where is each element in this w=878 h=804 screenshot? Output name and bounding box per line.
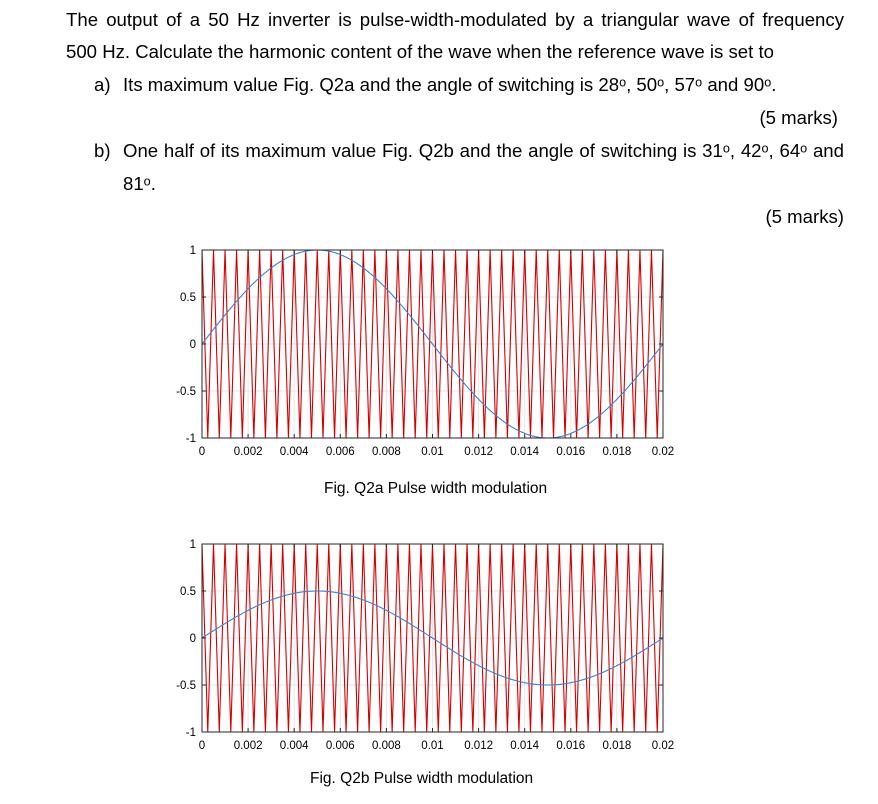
y-tick-label: 0.5 xyxy=(180,292,196,304)
x-tick-label: 0.012 xyxy=(464,446,493,458)
part-b-text-line-1: One half of its maximum value Fig. Q2b and the angle of switching is 31ᵒ, 42ᵒ, 64ᵒ and xyxy=(123,140,844,161)
question-line-1: The output of a 50 Hz inverter is pulse-width-modulated by a triangular wave of frequency xyxy=(66,9,844,30)
y-tick-label: -0.5 xyxy=(176,386,196,398)
y-tick-label: 0 xyxy=(189,339,196,351)
part-b-marks: (5 marks) xyxy=(765,206,844,227)
x-tick-label: 0.01 xyxy=(421,740,444,752)
y-tick-label: 0.5 xyxy=(180,586,196,598)
y-tick-label: 0 xyxy=(189,633,196,645)
x-tick-label: 0.018 xyxy=(602,446,632,458)
part-a-text: Its maximum value Fig. Q2a and the angle of switching is 28ᵒ, 50ᵒ, 57ᵒ and 90ᵒ. xyxy=(123,74,777,95)
x-tick-label: 0.016 xyxy=(556,446,586,458)
part-a-marks: (5 marks) xyxy=(759,107,838,128)
x-tick-label: 0.02 xyxy=(651,740,675,752)
y-tick-label: -1 xyxy=(185,727,196,739)
part-a-label: a) xyxy=(94,74,111,95)
x-tick-label: 0.008 xyxy=(372,446,401,458)
x-tick-label: 0.008 xyxy=(372,740,401,752)
figure-q2b-caption: Fig. Q2b Pulse width modulation xyxy=(310,770,534,787)
x-tick-label: 0.006 xyxy=(325,446,355,458)
figure-q2a-plot xyxy=(150,236,690,466)
x-tick-label: 0 xyxy=(198,740,206,752)
x-tick-label: 0.02 xyxy=(651,446,675,458)
x-tick-label: 0.002 xyxy=(233,740,263,752)
x-tick-label: 0.016 xyxy=(556,740,586,752)
question-line-2: 500 Hz. Calculate the harmonic content of the wave when the reference wave is set to xyxy=(66,41,774,62)
x-tick-label: 0.01 xyxy=(421,446,444,458)
x-tick-label: 0.014 xyxy=(510,446,540,458)
x-tick-label: 0 xyxy=(198,446,206,458)
x-tick-label: 0.004 xyxy=(279,740,309,752)
x-tick-label: 0.018 xyxy=(602,740,632,752)
figure-q2a-caption: Fig. Q2a Pulse width modulation xyxy=(324,480,548,497)
y-tick-label: 1 xyxy=(189,539,196,551)
y-tick-label: -0.5 xyxy=(176,680,196,692)
part-b-text-line-2: 81ᵒ. xyxy=(123,173,156,194)
part-b-label: b) xyxy=(94,140,111,161)
y-tick-label: 1 xyxy=(189,245,196,257)
y-tick-label: -1 xyxy=(185,433,196,445)
x-tick-label: 0.012 xyxy=(464,740,493,752)
x-tick-label: 0.002 xyxy=(233,446,263,458)
figure-q2b-plot xyxy=(150,530,690,760)
x-tick-label: 0.006 xyxy=(325,740,355,752)
x-tick-label: 0.004 xyxy=(279,446,309,458)
x-tick-label: 0.014 xyxy=(510,740,540,752)
